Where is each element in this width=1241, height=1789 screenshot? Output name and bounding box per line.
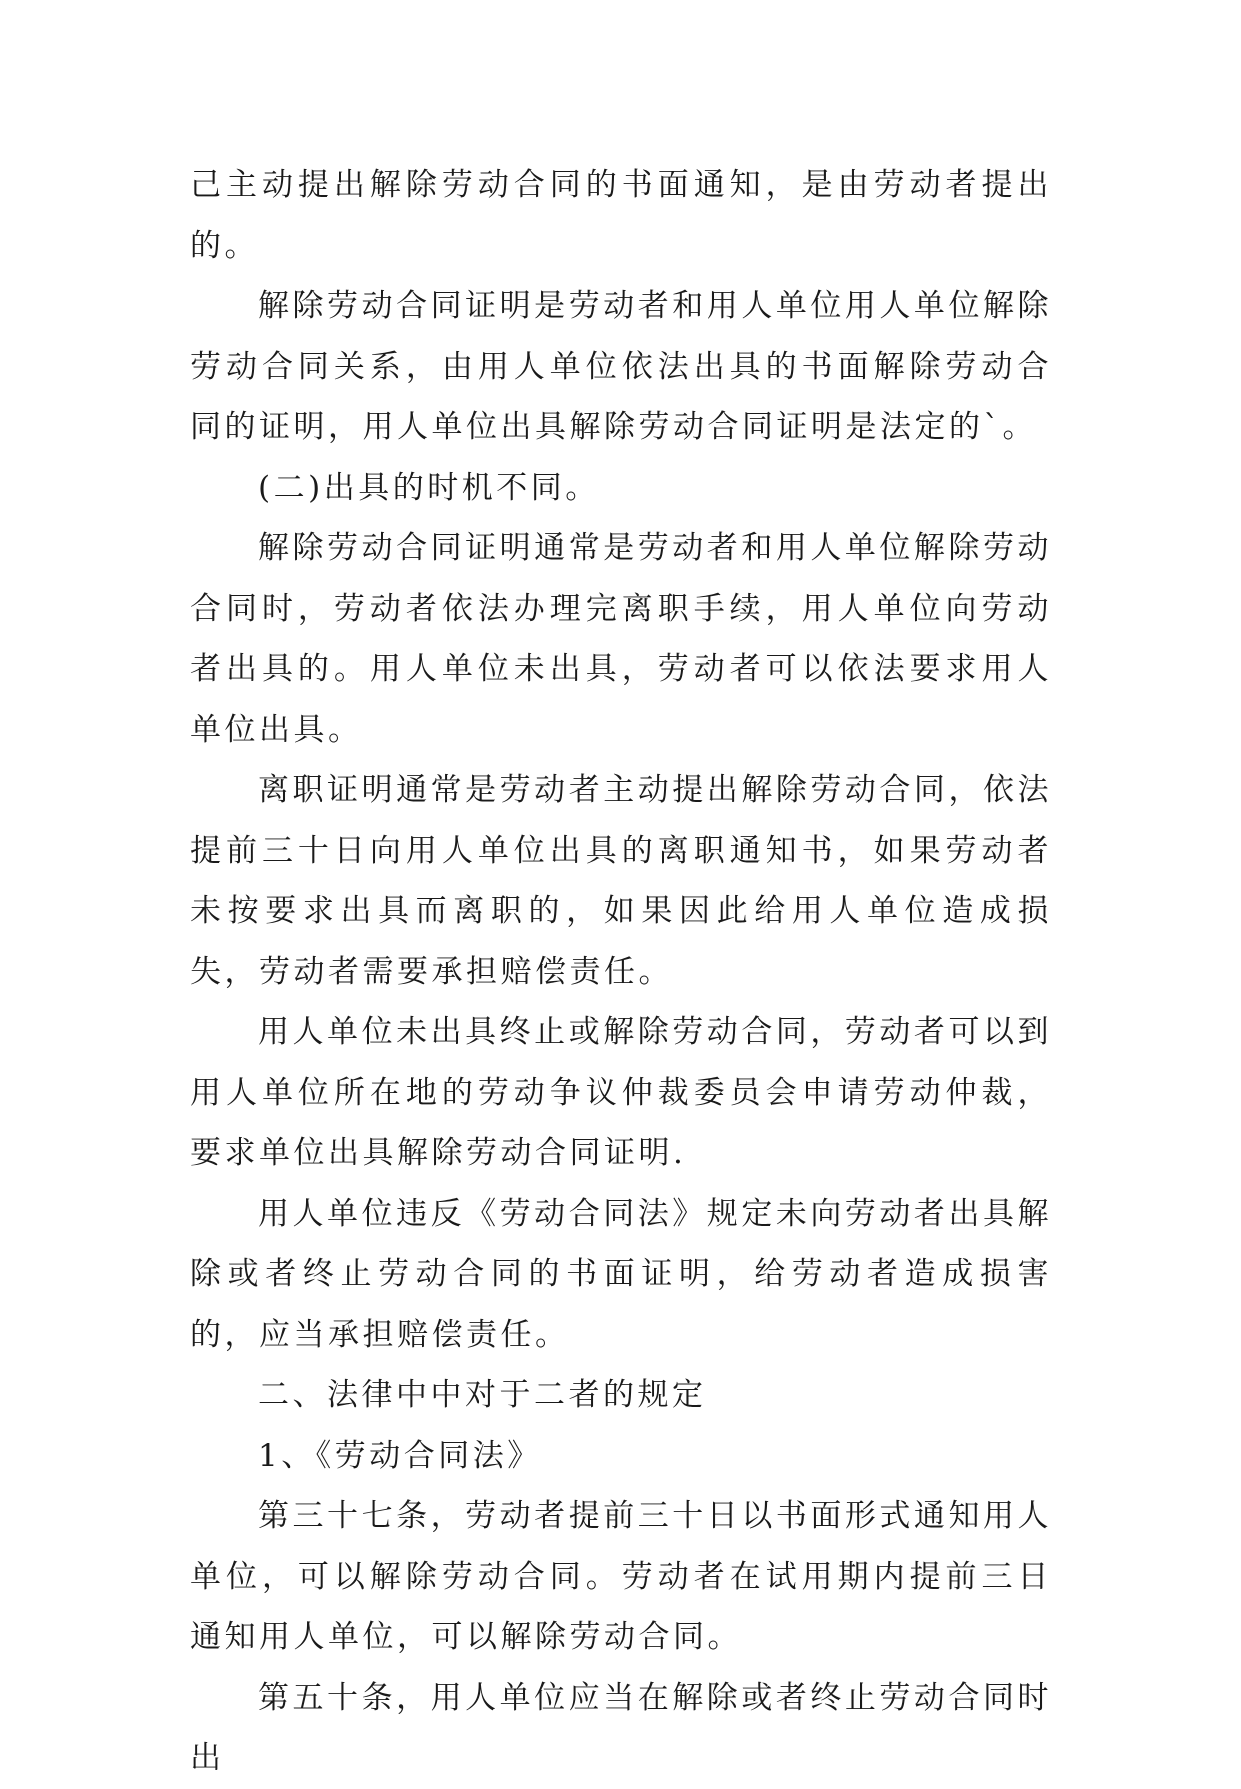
law-article: 第三十七条，劳动者提前三十日以书面形式通知用人单位，可以解除劳动合同。劳动者在试用期内提前三日通知用人单位，可以解除劳动合同。 — [190, 1498, 1052, 1655]
paragraph: 离职证明通常是劳动者主动提出解除劳动合同，依法提前三十日向用人单位出具的离职通知书，如果劳动者未按要求出具而离职的，如果因此给用人单位造成损失，劳动者需要承担赔偿责任。 — [190, 772, 1052, 990]
section-heading: 二、法律中中对于二者的规定 — [258, 1377, 707, 1413]
paragraph: 用人单位违反《劳动合同法》规定未向劳动者出具解除或者终止劳动合同的书面证明，给劳动者造成损害的，应当承担赔偿责任。 — [190, 1195, 1052, 1353]
law-article: 第五十条，用人单位应当在解除或者终止劳动合同时出 — [190, 1679, 1052, 1776]
paragraph: 解除劳动合同证明通常是劳动者和用人单位解除劳动合同时，劳动者依法办理完离职手续，用人单位向劳动者出具的。用人单位未出具，劳动者可以依法要求用人单位出具。 — [190, 530, 1052, 748]
document-body — [190, 155, 1052, 1789]
law-title: 1、《劳动合同法》 — [258, 1437, 542, 1474]
paragraph-continuation: 己主动提出解除劳动合同的书面通知，是由劳动者提出的。 — [190, 167, 1052, 264]
section-subheading: (二)出具的时机不同。 — [258, 469, 600, 506]
paragraph: 用人单位未出具终止或解除劳动合同，劳动者可以到用人单位所在地的劳动争议仲裁委员会申请劳动仲裁，要求单位出具解除劳动合同证明. — [190, 1014, 1052, 1171]
paragraph: 解除劳动合同证明是劳动者和用人单位用人单位解除劳动合同关系，由用人单位依法出具的书面解除劳动合同的证明，用人单位出具解除劳动合同证明是法定的`。 — [190, 288, 1052, 445]
